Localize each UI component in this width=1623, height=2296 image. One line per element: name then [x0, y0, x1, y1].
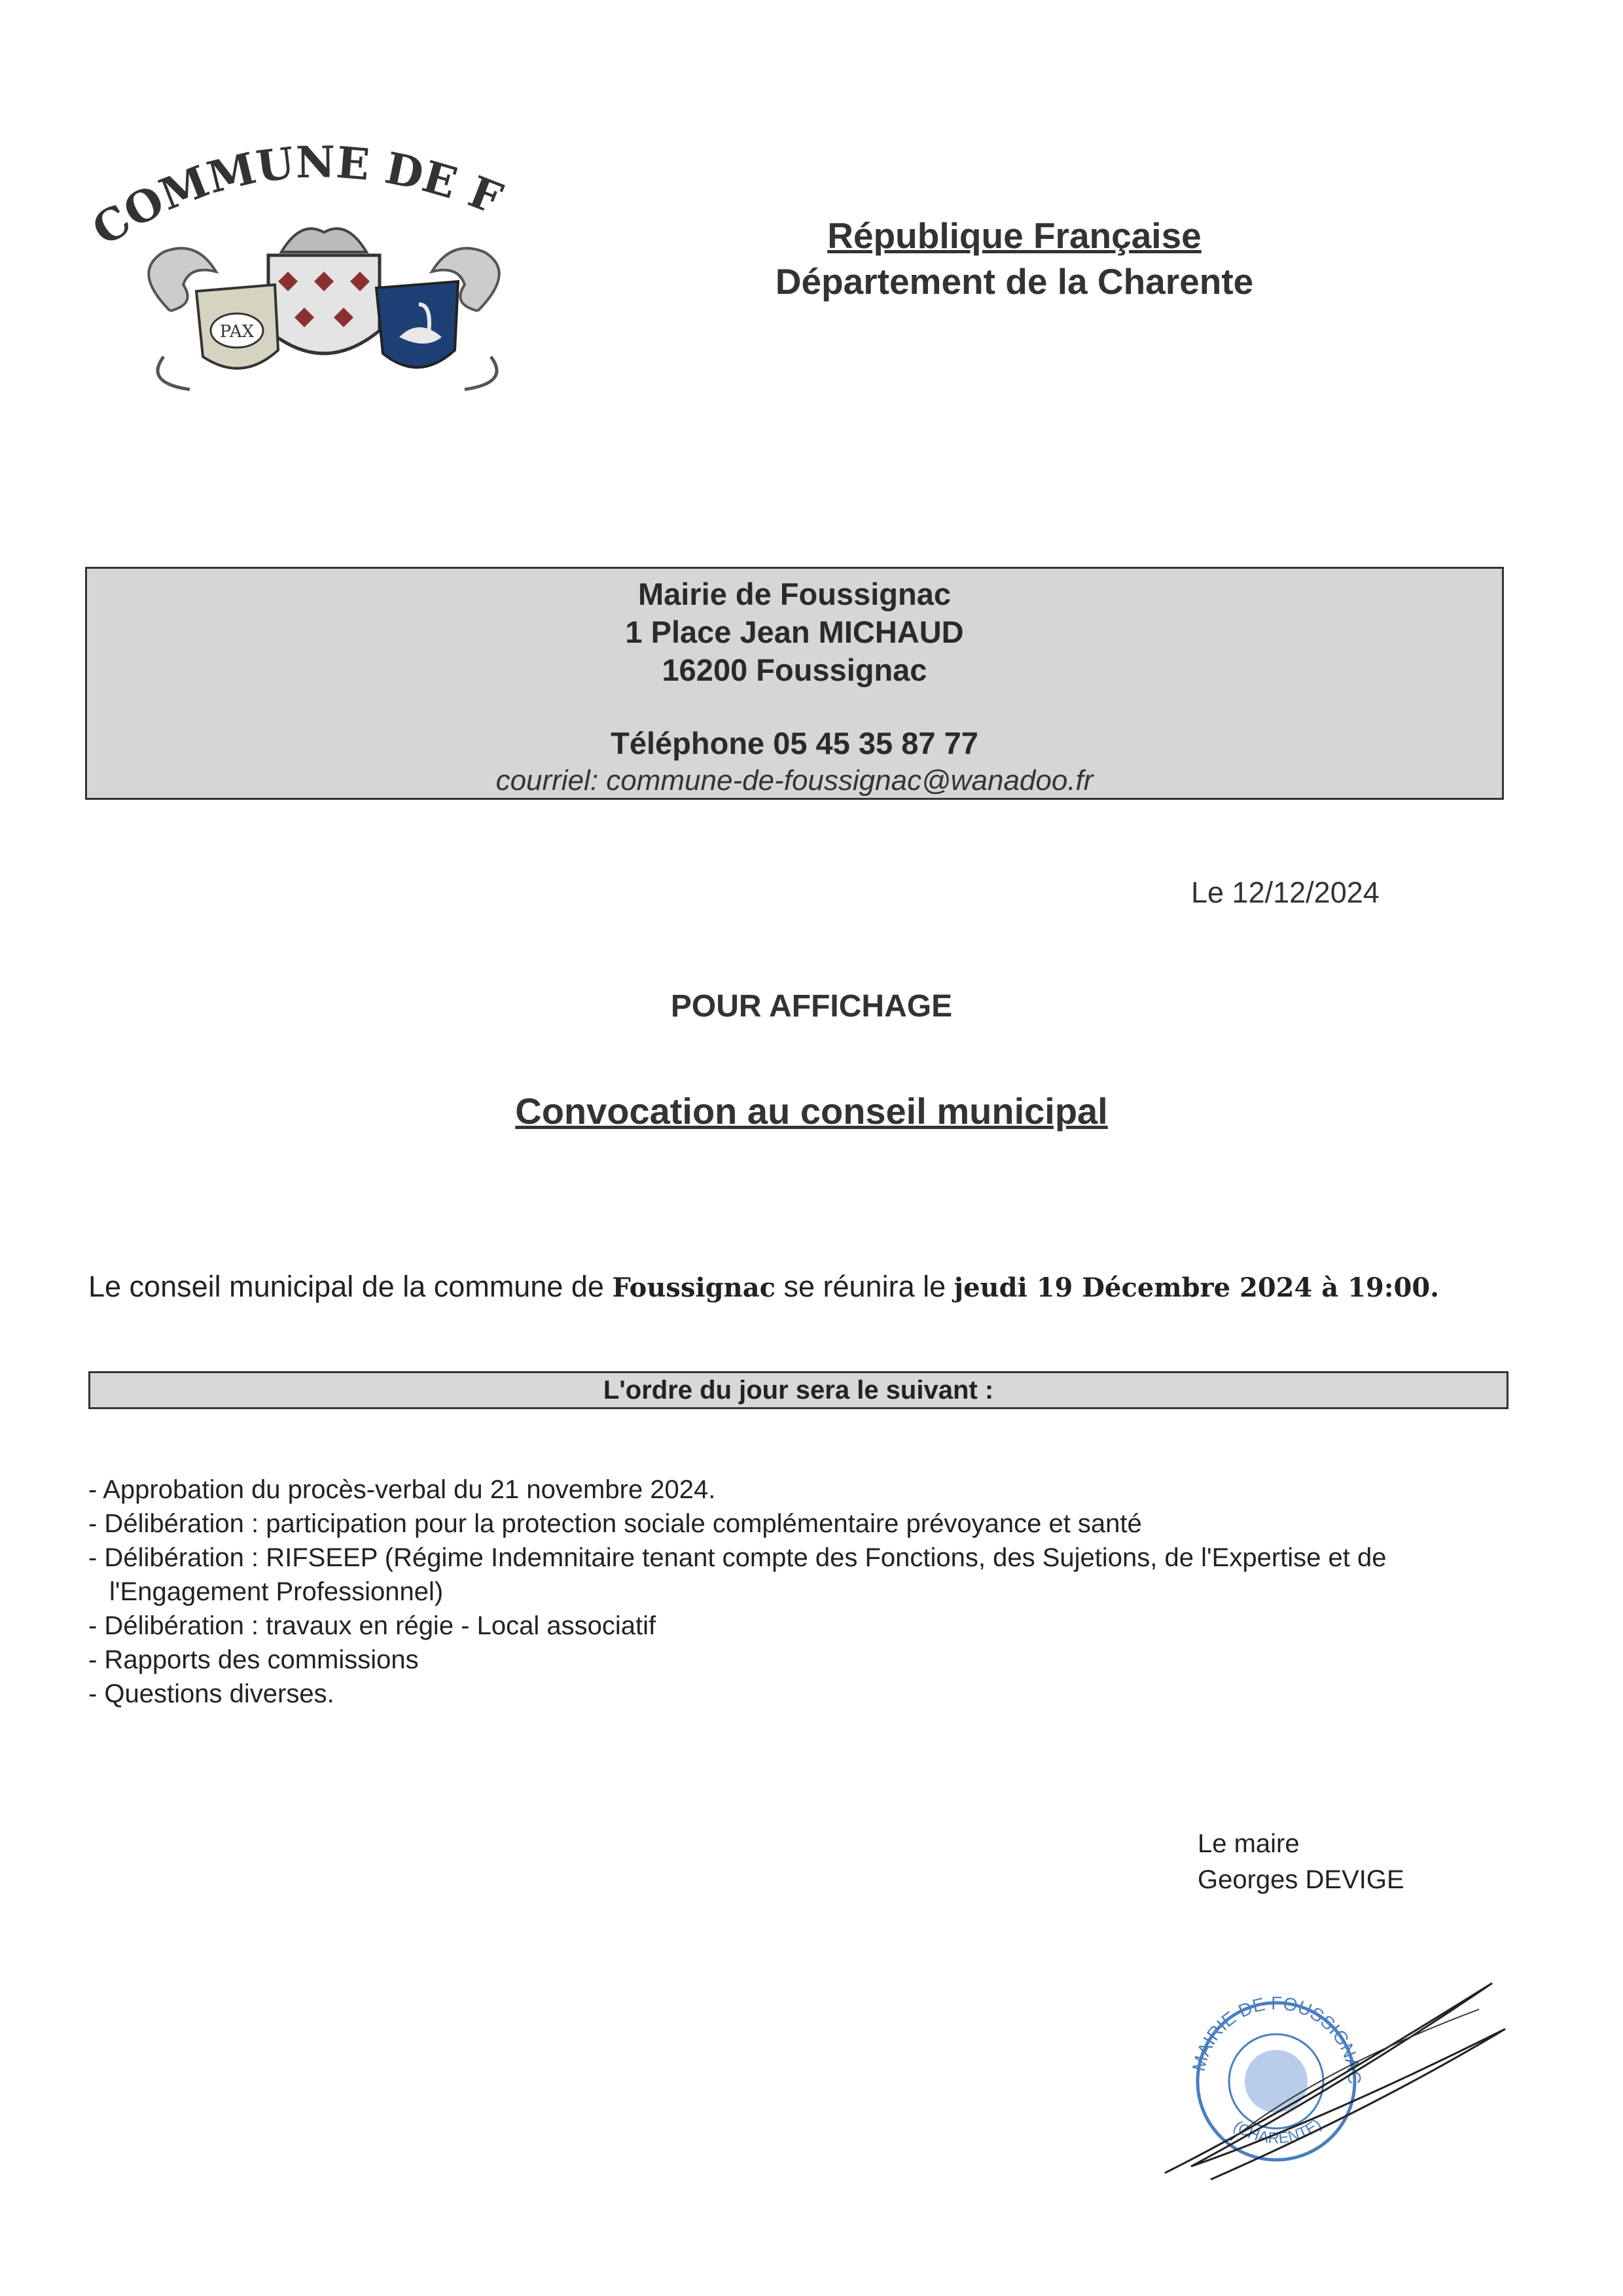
logo-motto: PAX [219, 322, 255, 342]
agenda-item: - Approbation du procès-verbal du 21 novembre 2024. [88, 1475, 716, 1504]
meeting-commune: Foussignac [612, 1272, 776, 1303]
meeting-prefix: Le conseil municipal de la commune de [88, 1270, 613, 1303]
signer-name: Georges DEVIGE [1198, 1865, 1404, 1894]
agenda-item: - Délibération : participation pour la protection sociale complémentaire prévoyance et santé [88, 1509, 1142, 1538]
address-box [85, 567, 1504, 800]
coat-of-arms-icon [85, 141, 556, 403]
email-address: courriel: commune-de-foussignac@wanadoo.fr [495, 764, 1094, 797]
agenda-item: - Délibération : RIFSEEP (Régime Indemnitaire tenant compte des Fonctions, des Sujetions, de l'Expertise et de l'Engagement Professionnel) [88, 1543, 1387, 1606]
meeting-datetime: jeudi 19 Décembre 2024 à 19:00. [954, 1272, 1440, 1303]
stamp-top-text: MAIRIE DE FOUSSIGNAC [1188, 1992, 1365, 2085]
header [720, 213, 1309, 304]
agenda-list [88, 1473, 1450, 1711]
stamp-seal-icon [1152, 1970, 1518, 2193]
address-line-3: 16200 Foussignac [662, 653, 927, 687]
department-title: Département de la Charente [775, 261, 1254, 302]
signature-block [1198, 1826, 1404, 1898]
commune-logo [85, 141, 556, 403]
agenda-item: - Délibération : travaux en régie - Local associatif [88, 1611, 656, 1640]
meeting-middle: se réunira le [775, 1270, 954, 1303]
signer-role: Le maire [1198, 1829, 1300, 1858]
agenda-item: - Questions diverses. [88, 1679, 334, 1708]
agenda-item: - Rapports des commissions [88, 1645, 419, 1674]
address-line-1: Mairie de Foussignac [638, 577, 951, 611]
document-date: Le 12/12/2024 [1191, 876, 1380, 909]
phone-number: Téléphone 05 45 35 87 77 [611, 726, 978, 761]
official-stamp [1152, 1970, 1518, 2193]
address-line-2: 1 Place Jean MICHAUD [625, 615, 964, 649]
posting-notice: POUR AFFICHAGE [670, 989, 953, 1024]
logo-text: COMMUNE DE F [85, 141, 509, 256]
republic-title: République Française [827, 215, 1202, 256]
document-title: Convocation au conseil municipal [515, 1090, 1108, 1132]
stamp-bottom-text: (CHARENTE) [1230, 2115, 1325, 2147]
agenda-heading: L'ordre du jour sera le suivant : [88, 1371, 1508, 1409]
meeting-sentence [88, 1270, 1439, 1304]
